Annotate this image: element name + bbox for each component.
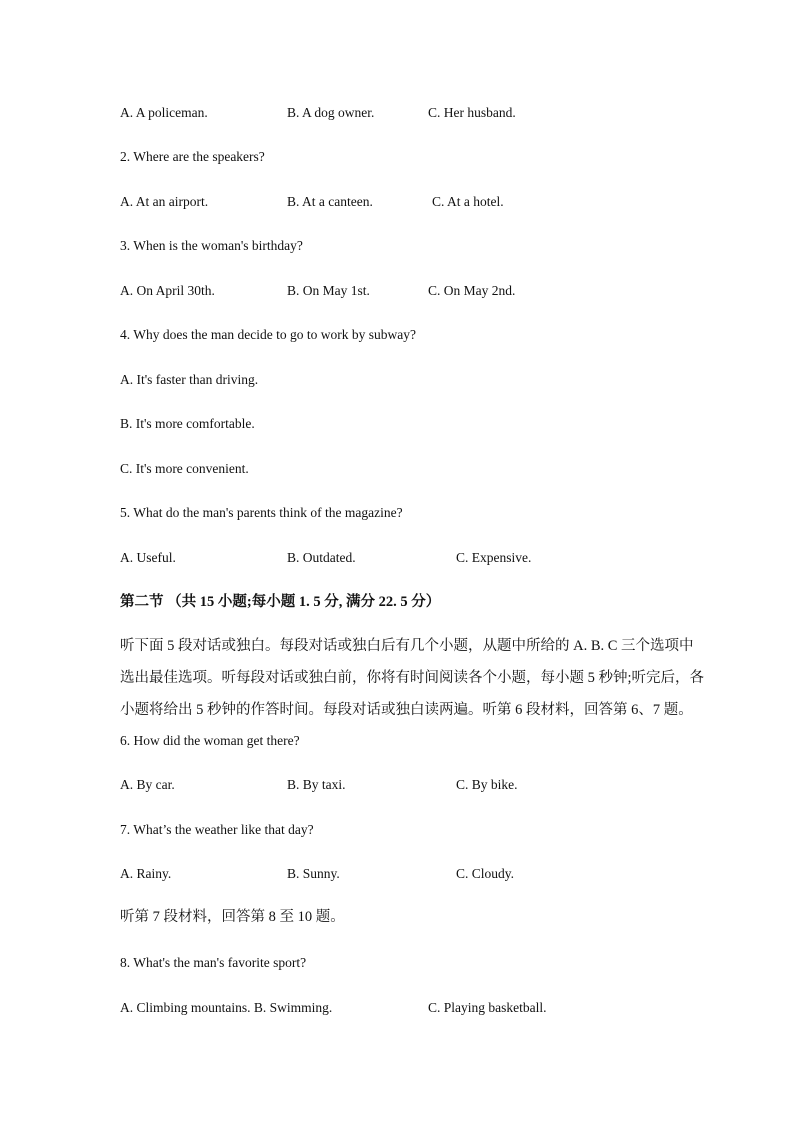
q2-option-a: A. At an airport.	[120, 194, 209, 209]
q3-option-c: C. On May 2nd.	[428, 283, 516, 298]
q2-option-c: C. At a hotel.	[432, 194, 504, 209]
q3-question: 3. When is the woman's birthday?	[120, 238, 303, 253]
q7-option-b: B. Sunny.	[287, 866, 340, 881]
q3-option-b: B. On May 1st.	[287, 283, 370, 298]
q4-question: 4. Why does the man decide to go to work by subway?	[120, 327, 416, 342]
q8-question: 8. What's the man's favorite sport?	[120, 955, 307, 970]
section-2-instructions	[120, 630, 705, 726]
q6-option-c: C. By bike.	[456, 777, 518, 792]
q5-option-b: B. Outdated.	[287, 550, 356, 565]
q1-option-b: B. A dog owner.	[287, 105, 375, 120]
section-2-title: 第二节 （共 15 小题;每小题 1. 5 分, 满分 22. 5 分）	[120, 594, 441, 610]
q4-option-c: C. It's more convenient.	[120, 461, 249, 476]
q7-option-c: C. Cloudy.	[456, 866, 515, 881]
material-7-instruction: 听第 7 段材料，回答第 8 至 10 题。	[120, 909, 345, 925]
q4-option-a: A. It's faster than driving.	[120, 372, 259, 387]
q1-option-c: C. Her husband.	[428, 105, 516, 120]
q7-option-a: A. Rainy.	[120, 866, 172, 881]
q2-option-b: B. At a canteen.	[287, 194, 373, 209]
q7-question: 7. What’s the weather like that day?	[120, 822, 314, 837]
q5-question: 5. What do the man's parents think of the magazine?	[120, 505, 403, 520]
q6-option-a: A. By car.	[120, 777, 175, 792]
q4-option-b: B. It's more comfortable.	[120, 416, 255, 431]
q8-option-ab: A. Climbing mountains. B. Swimming.	[120, 1000, 333, 1015]
instruction-line-2: 选出最佳选项。听每段对话或独白前，你将有时间阅读各个小题，每小题 5 秒钟;听完后，各	[120, 670, 705, 686]
q1-option-a: A. A policeman.	[120, 105, 208, 120]
q8-option-c: C. Playing basketball.	[428, 1000, 547, 1015]
q5-option-c: C. Expensive.	[456, 550, 532, 565]
q2-question: 2. Where are the speakers?	[120, 149, 265, 164]
instruction-line-3: 小题将给出 5 秒钟的作答时间。每段对话或独白读两遍。听第 6 段材料，回答第 6、7 题。	[120, 702, 693, 718]
instruction-line-1: 听下面 5 段对话或独白。每段对话或独白后有几个小题，从题中所给的 A. B. C 三个选项中	[120, 638, 694, 654]
q5-option-a: A. Useful.	[120, 550, 176, 565]
q3-option-a: A. On April 30th.	[120, 283, 215, 298]
q6-question: 6. How did the woman get there?	[120, 733, 300, 748]
q6-option-b: B. By taxi.	[287, 777, 346, 792]
